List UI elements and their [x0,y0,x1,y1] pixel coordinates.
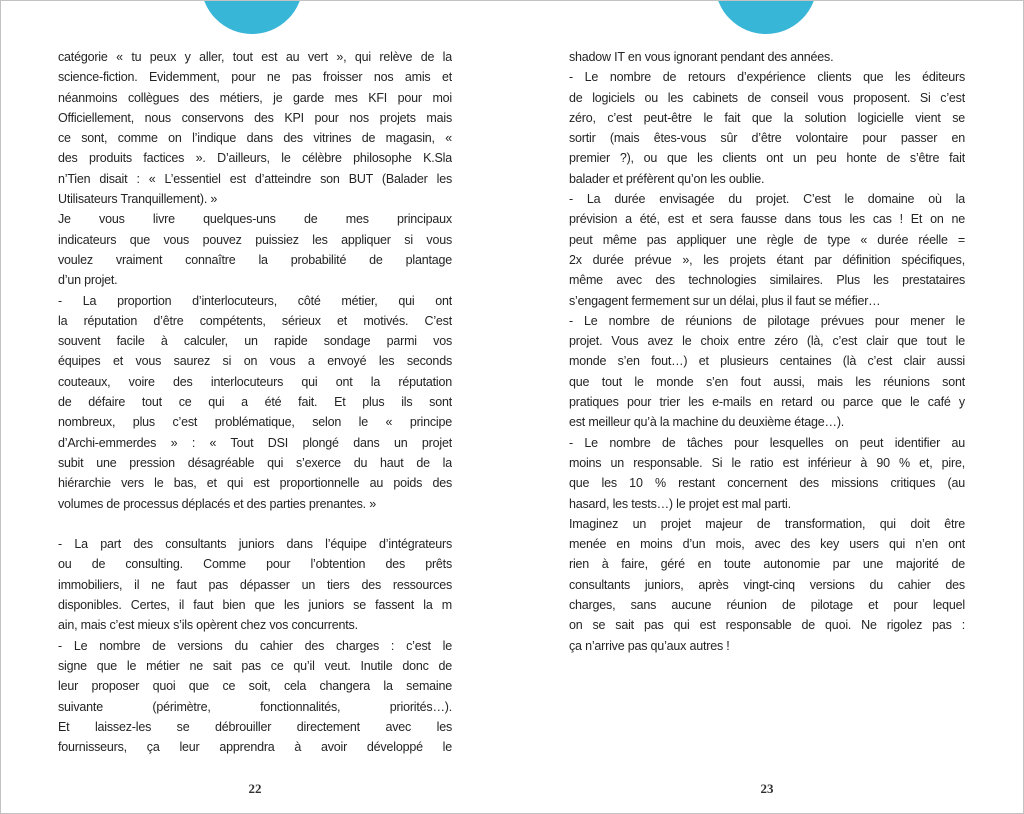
text-line: néanmoins collègues des métiers, je garde mes KFI pour moi [58,90,452,105]
decorative-circle-left [201,0,303,34]
text-line: Officiellement, nous conservons des KPI pour nos projets mais [58,110,452,125]
text-line: prévision a été, est et sera fausse dans tous les cas ! Et on ne [569,212,965,227]
text-line: indicateurs que vous pouvez puissiez les appliquer si vous [58,232,452,247]
text-line: subit une pression désagréable qui s’exerce du haut de la [58,455,452,470]
text-line: Imaginez un projet majeur de transformation, qui doit être [569,516,965,531]
text-line: que tout le monde s’en fout aussi, mais les réunions sont [569,374,965,389]
text-line: que les 10 % restant concernent des missions critiques (au [569,476,965,491]
text-line: menée en moins d’un mois, avec des key users qui n’en ont [569,537,965,552]
text-line: - Le nombre de versions du cahier des charges : c’est le [58,638,452,653]
text-line: même avec des technologies similaires. Plus les prestataires [569,273,965,288]
text-line: ain, mais c’est mieux s’ils opèrent chez vos concurrents. [58,618,358,633]
text-line: charges, sans aucune réunion de pilotage et pour lequel [569,598,965,613]
text-line: - Le nombre de tâches pour lesquelles on peut identifier au [569,435,965,450]
text-line: voulez vraiment connaître la probabilité de plantage [58,252,452,267]
text-line: est meilleur qu’à la machine du deuxième étage…). [569,415,845,430]
text-line: disponibles. Certes, il faut bien que les juniors se fassent la m [58,598,452,613]
text-line: hiérarchie vers le bas, et qui est proportionnelle au poids des [58,476,452,491]
text-line: de logiciels ou les cabinets de conseil vous proposent. Si c’est [569,90,965,105]
text-line: hasard, les tests…) le projet est mal parti. [569,496,791,511]
text-line: souvent facile à calculer, un rapide sondage parmi vos [58,334,452,349]
text-line: s’engagent fermement sur un délai, plus il faut se méfier… [569,293,881,308]
page-number-right: 23 [760,781,774,796]
text-line: ça n’arrive pas qu’aux autres ! [569,638,730,653]
text-line: projet. Vous avez le choix entre zéro (là, c’est clair que tout le [569,334,965,349]
text-line: catégorie « tu peux y aller, tout est au vert », qui relève de la [58,50,452,64]
text-line: Et laissez-les se débrouiller directement avec les [58,719,452,734]
text-line: volumes de processus déplacés et des parties prenantes. » [58,496,376,511]
text-line: - La proportion d’interlocuteurs, côté métier, qui ont [58,293,452,308]
text-line: d’un projet. [58,273,118,288]
text-line: de défaire tout ce qui a été fait. Et plus ils sont [58,395,452,410]
text-line: - Le nombre de réunions de pilotage prévues pour mener le [569,313,965,328]
text-line: nombreux, plus c’est problématique, selon le « principe [58,415,452,430]
text-line: consultants juniors, après vingt-cinq versions du cahier des [569,577,965,592]
text-line: signe que le métier ne sait pas ce qu’il veut. Inutile donc de [58,658,452,673]
text-line: - Le nombre de retours d’expérience clients que les éditeurs [569,70,965,85]
page-left-text [58,47,452,757]
page-right-text [569,47,965,656]
text-line: leur proposer quoi que ce soit, cela changera la semaine [58,679,452,694]
text-line: shadow IT en vous ignorant pendant des années. [569,50,834,64]
text-line: peut même pas appliquer une règle de type « durée réelle = [569,232,965,247]
text-line: n’Tien disait : « L’essentiel est d’atteindre son BUT (Balader les [58,171,452,186]
text-line: fournisseurs, ça leur apprendra à avoir développé le [58,740,452,755]
text-line: premier ?), ou que les clients ont un peu honte de s’être fait [569,151,965,166]
text-line: des produits factices ». D’ailleurs, le célèbre philosophe K.Sla [58,151,452,166]
text-line: immobiliers, il ne faut pas dépasser un tiers des ressources [58,577,452,592]
text-line: - La durée envisagée du projet. C’est le domaine où la [569,192,965,207]
text-line: rien à faire, géré en toute autonomie par une majorité de [569,557,965,572]
text-line: moins un responsable. Si le ratio est inférieur à 90 % et, pire, [569,455,965,470]
text-line: science-fiction. Evidemment, pour ne pas froisser nos amis et [58,70,452,85]
text-line: pratiques pour trier les e-mails en retard ou parce que le café y [569,395,965,410]
text-line: d’Archi-emmerdes » : « Tout DSI plongé dans un projet [58,435,452,450]
decorative-circle-right [715,0,817,34]
page-number-left: 22 [248,781,262,796]
text-line: Utilisateurs Tranquillement). » [58,192,218,207]
text-line: zéro, c’est peut-être le fait que la solution logicielle vient se [569,110,965,125]
text-line: couteaux, voire des interlocuteurs qui ont la réputation [58,374,452,389]
text-line: monde s’en fout…) et plusieurs centaines (là c’est clair aussi [569,354,965,369]
text-line: on se sait pas qui est responsable de quoi. Ne rigolez pas : [569,618,965,633]
text-line: ce sont, comme on l’indique dans des vitrines de magasin, « [58,131,452,146]
text-line: balader et préfèrent qu’on les oublie. [569,171,765,186]
text-line [58,514,452,534]
text-line: 2x durée prévue », les projets étant par définition spécifiques, [569,252,965,267]
text-line: Je vous livre quelques-uns de mes principaux [58,212,452,227]
text-line: suivante (périmètre, fonctionnalités, priorités…). [58,699,452,714]
text-line: la réputation d’être compétents, sérieux et motivés. C’est [58,313,452,328]
text-line: sortir (mais êtes-vous sûr d’être volontaire pour passer en [569,131,965,146]
text-line: ou de consulting. Comme pour l’obtention des prêts [58,557,452,572]
text-line: équipes et vous saurez si on vous a envoyé les seconds [58,354,452,369]
text-line: - La part des consultants juniors dans l’équipe d’intégrateurs [58,537,452,552]
